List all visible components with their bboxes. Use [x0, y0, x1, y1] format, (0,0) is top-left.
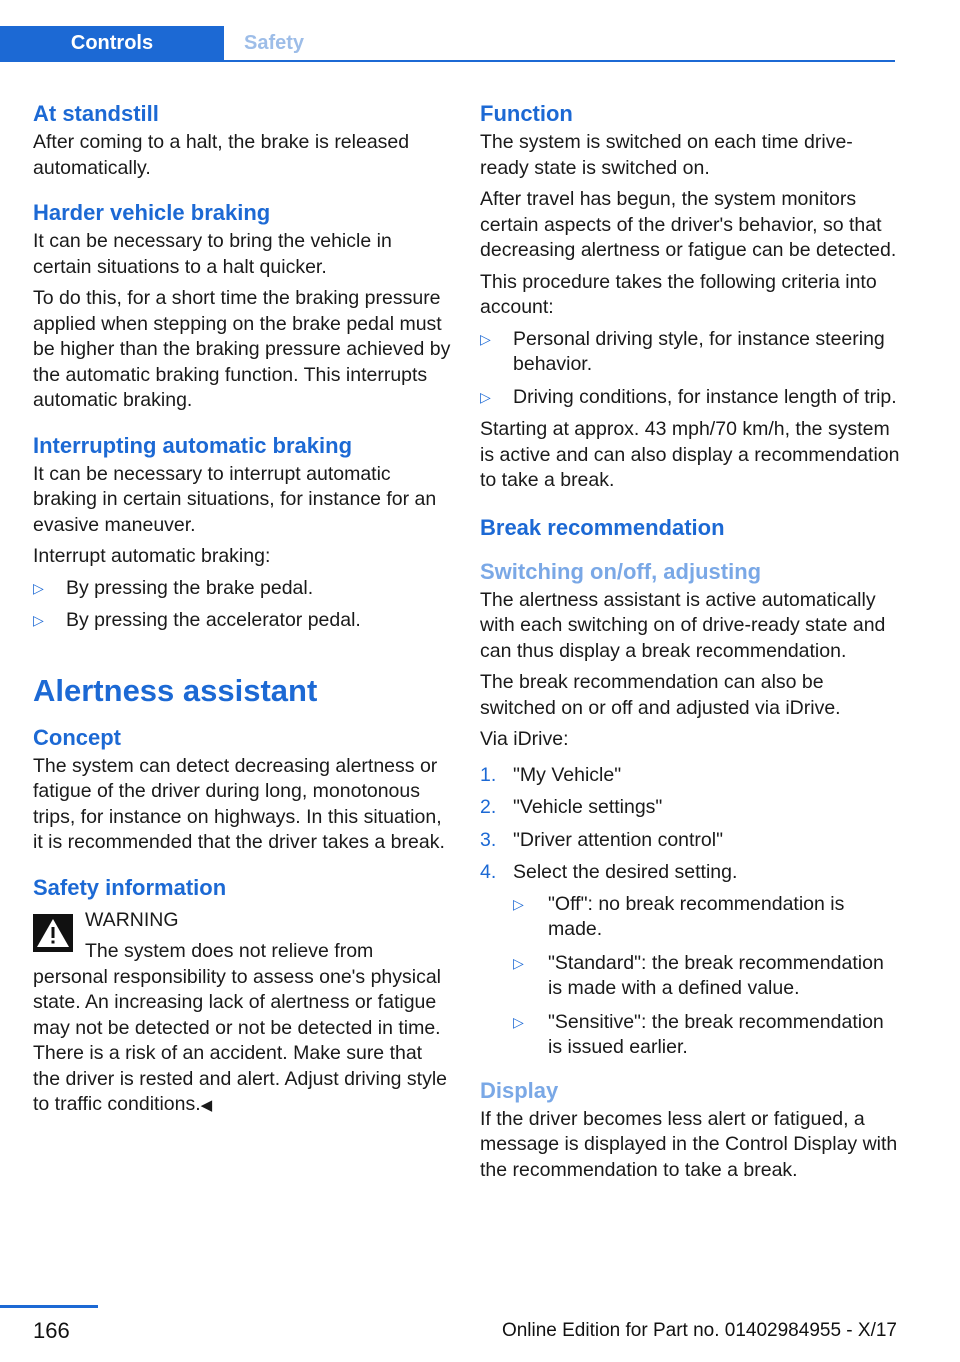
paragraph: If the driver becomes less alert or fatigued, a message is displayed in the Control Display with the recommendation to take a break. — [480, 1107, 898, 1181]
triangle-bullet-icon: ▷ — [513, 895, 524, 912]
paragraph: The system is switched on each time drive-ready state is switched on. — [480, 131, 853, 179]
tab-safety[interactable]: Safety — [243, 31, 305, 54]
right-column — [480, 100, 900, 1189]
paragraph: The system can detect decreasing alertness or fatigue of the driver during long, monotonous trips, for instance on highways. In this situation, it is recommended that the driver takes a break. — [33, 754, 445, 853]
triangle-bullet-icon: ▷ — [33, 612, 44, 628]
paragraph: This procedure takes the following criteria into account: — [480, 270, 877, 318]
list-item: ▷ By pressing the brake pedal. — [33, 576, 453, 602]
footer-divider — [0, 1305, 98, 1308]
list-item: ▷ "Sensitive": the break recommendation is issued earlier. — [513, 1010, 884, 1058]
heading-at-standstill: At standstill — [33, 101, 159, 126]
list-item: 4. Select the desired setting. ▷ "Off": no break recommendation is made. ▷ "Standard": the break recommendation is made with a defined value. ▷ "Sensitive": the break recommendation is issued earlier. — [480, 860, 900, 1061]
triangle-bullet-icon: ▷ — [480, 330, 491, 347]
list-item: ▷ Personal driving style, for instance steering behavior. — [480, 327, 885, 375]
bullet-list — [480, 327, 900, 411]
paragraph: The break recommendation can also be switched on or off and adjusted via iDrive. — [480, 671, 841, 719]
heading-interrupting-braking: Interrupting automatic braking — [33, 432, 353, 458]
list-item: 1. "My Vehicle" — [480, 763, 622, 786]
triangle-bullet-icon: ▷ — [33, 579, 44, 596]
edition-text: Online Edition for Part no. 01402984955 - X/17 — [501, 1320, 897, 1341]
heading-safety-information: Safety information — [33, 874, 227, 900]
paragraph: Via iDrive: — [480, 728, 569, 750]
triangle-bullet-icon: ▷ — [480, 388, 491, 405]
heading-break-recommendation: Break recommendation — [480, 514, 725, 540]
heading-function: Function — [480, 101, 573, 126]
heading-alertness-assistant: Alertness assistant — [33, 672, 318, 708]
list-item: ▷ By pressing the accelerator pedal. — [33, 608, 453, 634]
paragraph: The alertness assistant is active automatically with each switching on of drive-ready state and can thus display a break recommendation. — [480, 588, 886, 662]
bullet-list — [513, 892, 900, 1061]
paragraph: Starting at approx. 43 mph/70 km/h, the system is active and can also display a recommendation to take a break. — [480, 418, 900, 491]
numbered-list — [480, 763, 900, 1061]
triangle-bullet-icon: ▷ — [513, 1013, 524, 1030]
warning-block — [33, 908, 453, 1119]
paragraph: After coming to a halt, the brake is released automatically. — [33, 131, 410, 179]
heading-concept: Concept — [33, 724, 121, 750]
list-item: 2. "Vehicle settings" — [480, 796, 663, 818]
paragraph: It can be necessary to interrupt automatic braking in certain situations, for instance for an evasive maneuver. — [33, 462, 437, 536]
paragraph: After travel has begun, the system monitors certain aspects of the driver's behavior, so that decreasing alertness or fatigue can be detected. — [480, 188, 897, 261]
bullet-list — [33, 576, 453, 634]
warning-text: The system does not relieve from personal responsibility to assess one's physical state. An increasing lack of alertness or fatigue may not be detected or not be detected in time. There is a risk of an accident. Make sure that the driver is rested and alert. Adjust driving style to traffic conditions.◀ — [33, 940, 448, 1115]
paragraph: It can be necessary to bring the vehicle in certain situations to a halt quicker. — [33, 230, 392, 278]
triangle-bullet-icon: ▷ — [513, 954, 524, 971]
end-mark-icon: ◀ — [200, 1097, 213, 1114]
header-divider — [0, 60, 895, 62]
paragraph: Interrupt automatic braking: — [33, 545, 271, 567]
heading-harder-braking: Harder vehicle braking — [33, 200, 271, 225]
heading-switching-on-off: Switching on/off, adjusting — [480, 558, 762, 584]
page-number: 166 — [33, 1318, 70, 1343]
list-item: ▷ "Off": no break recommendation is made. — [513, 892, 845, 940]
paragraph: To do this, for a short time the braking pressure applied when stepping on the brake pedal must be higher than the braking pressure achieved by the automatic braking function. This interrupts automatic braking. — [33, 287, 451, 411]
warning-label: WARNING — [85, 908, 179, 931]
list-item: 3. "Driver attention control" — [480, 828, 724, 851]
tab-controls[interactable]: Controls — [0, 26, 224, 60]
warning-triangle-icon — [33, 914, 73, 952]
header-bar — [0, 0, 895, 62]
heading-display: Display — [480, 1077, 559, 1103]
left-column — [33, 100, 453, 1119]
list-item: ▷ "Standard": the break recommendation is made with a defined value. — [513, 951, 884, 999]
list-item: ▷ Driving conditions, for instance length of trip. — [480, 385, 900, 411]
